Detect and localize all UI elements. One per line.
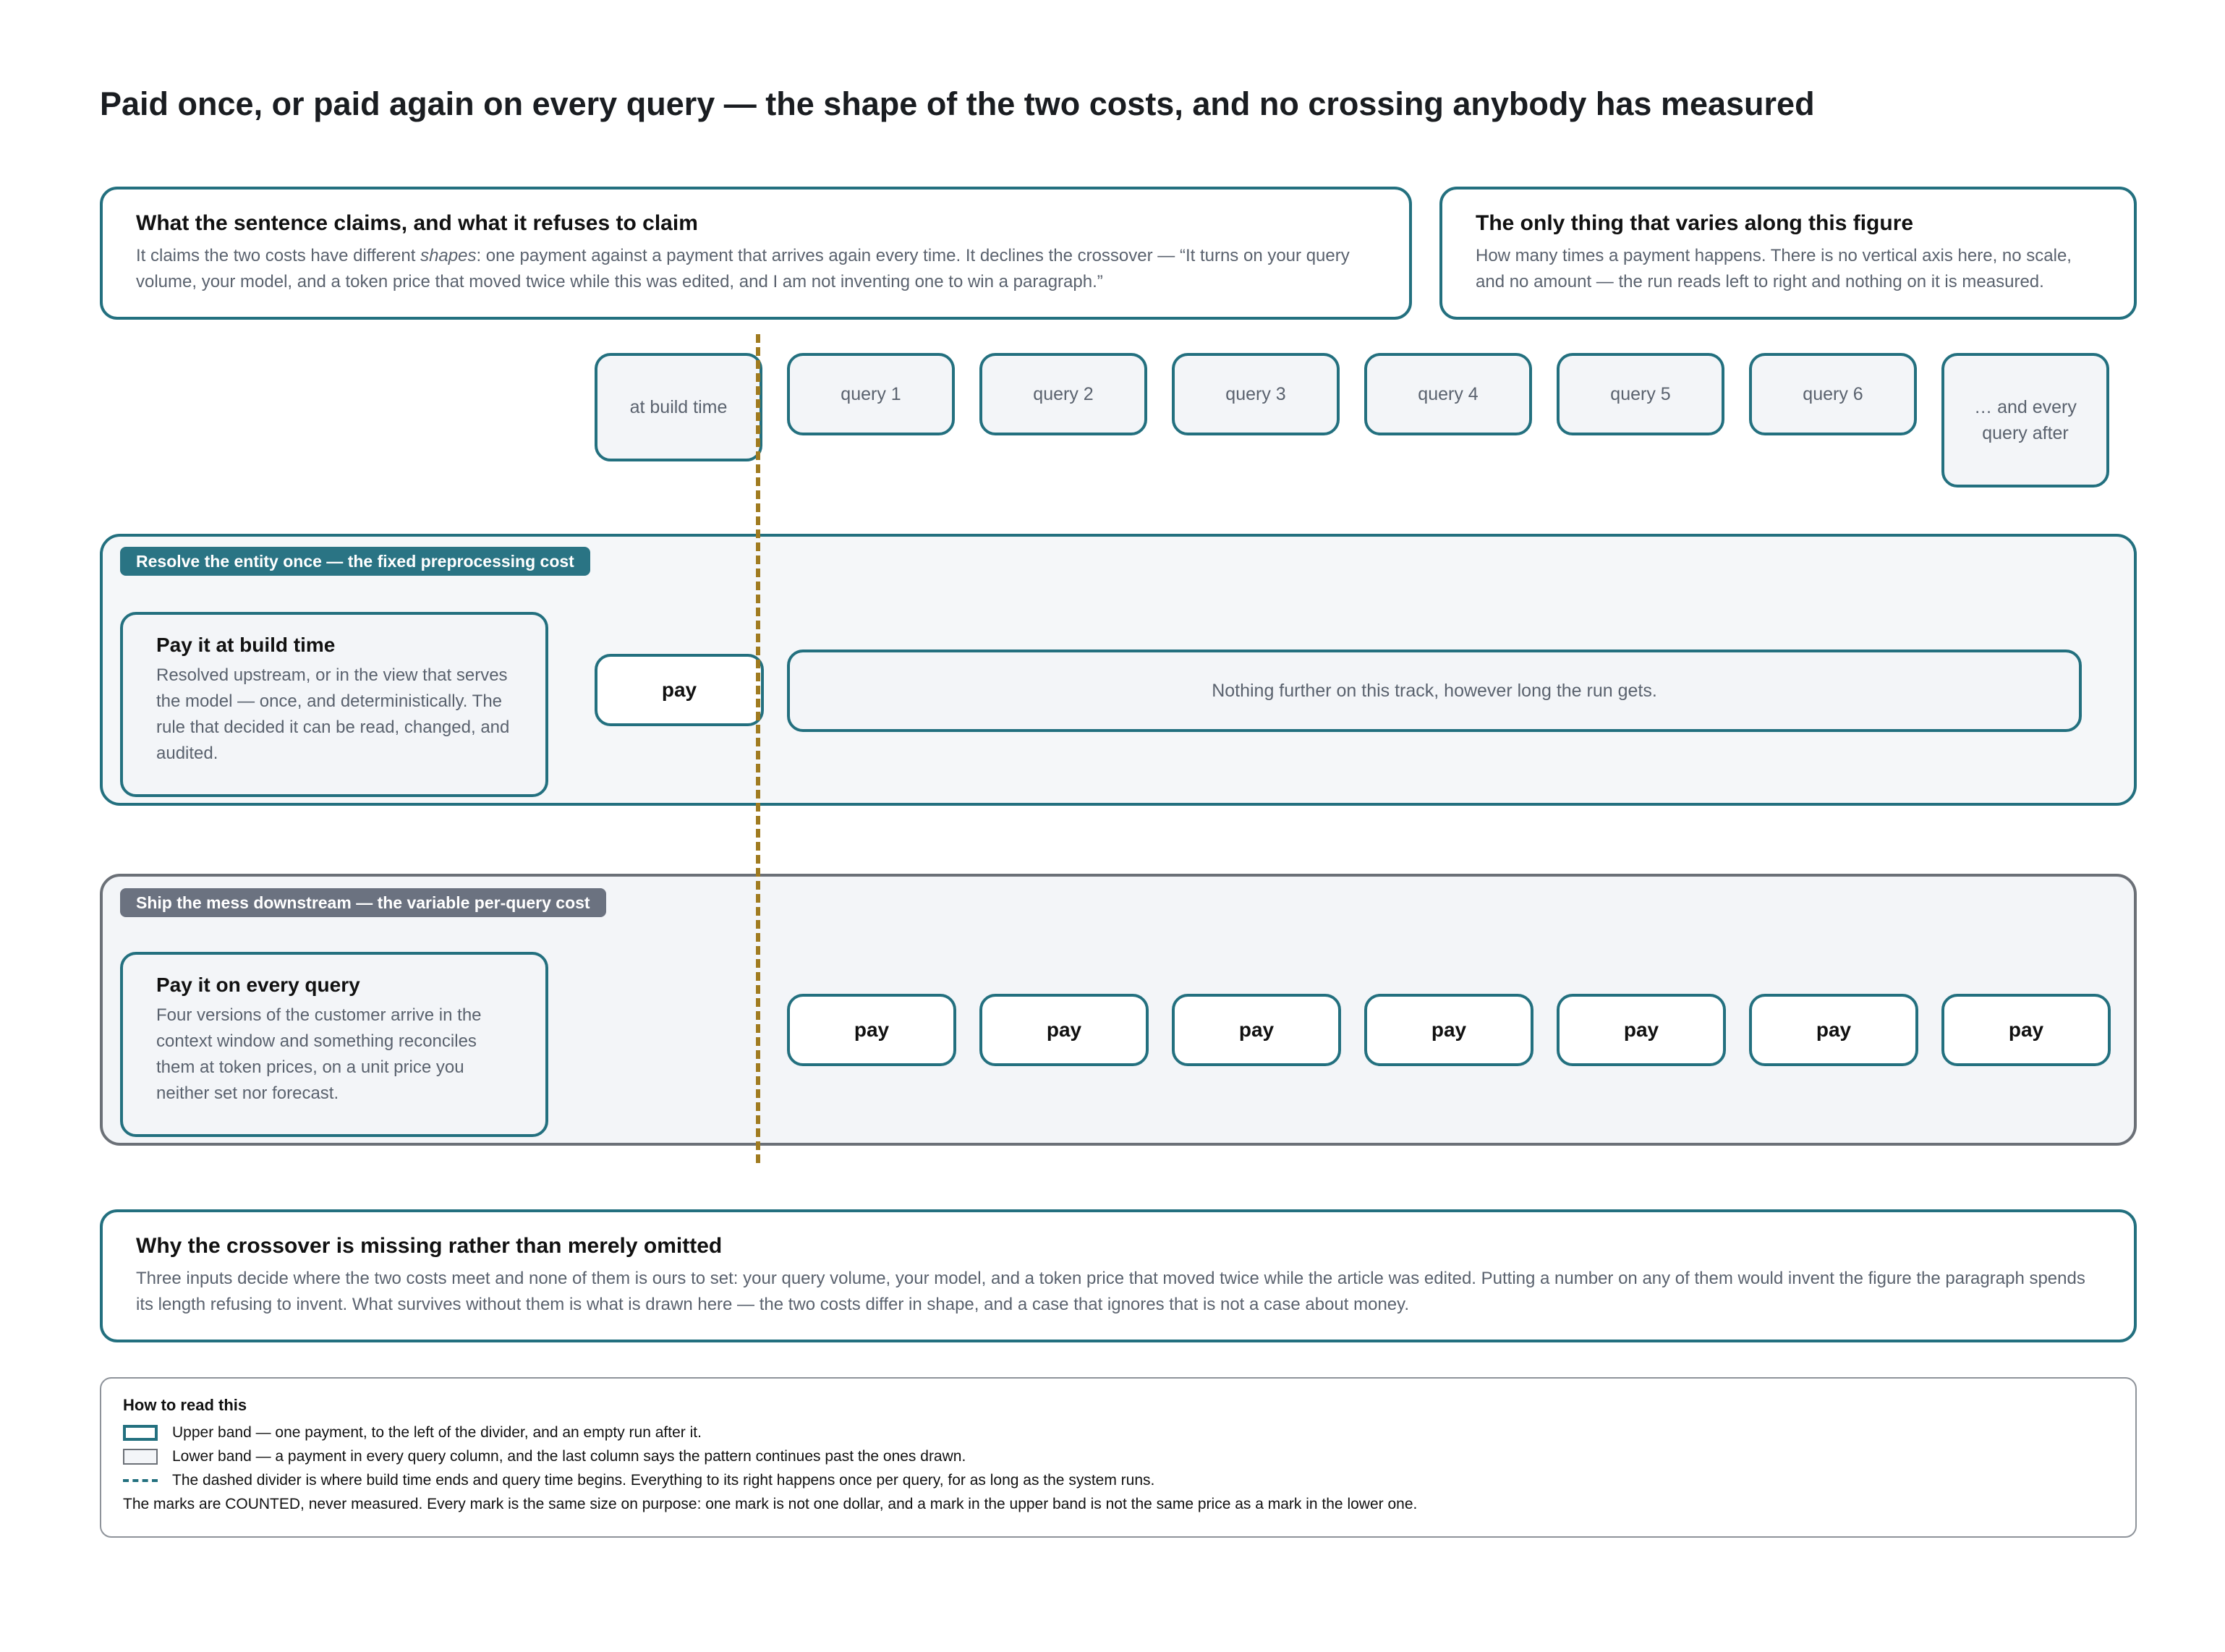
column-header-query: query 3 <box>1172 353 1340 435</box>
empty-run-note: Nothing further on this track, however long the run gets. <box>787 650 2082 732</box>
legend-swatch-lower <box>123 1449 158 1465</box>
column-header-query: query 2 <box>979 353 1147 435</box>
column-header-query: query 5 <box>1557 353 1724 435</box>
pay-mark-query: pay <box>1941 994 2111 1066</box>
legend-heading: How to read this <box>123 1396 247 1414</box>
legend-note: The marks are COUNTED, never measured. Every mark is the same size on purpose: one mark is not one dollar, and a mark in the upper band is not the same price as a mark in the lower one. <box>123 1495 1418 1512</box>
pay-mark-query: pay <box>1557 994 1726 1066</box>
varies-card-heading: The only thing that varies along this figure <box>1476 211 1914 235</box>
claims-card-body: It claims the two costs have different shapes: one payment against a payment that arrives again every time. It declines the crossover — “It turns on your query volume, your model, and a token price that moved twice while this was edited, and I am not inventing one to win a paragraph.” <box>136 246 1350 291</box>
lower-band-tag: Ship the mess downstream — the variable per-query cost <box>120 888 606 917</box>
column-header-build: at build time <box>595 353 762 461</box>
lower-band-heading: Pay it on every query <box>156 974 360 996</box>
pay-mark-query: pay <box>1364 994 1533 1066</box>
pay-mark-query: pay <box>787 994 956 1066</box>
page-title: Paid once, or paid again on every query — the shape of the two costs, and no crossing anybody has measured <box>100 85 1815 122</box>
claims-card <box>100 187 1412 320</box>
legend-row-divider <box>123 1468 2114 1492</box>
legend-text-lower: Lower band — a payment in every query column, and the last column says the pattern continues past the ones drawn. <box>172 1447 966 1465</box>
upper-band-body: Resolved upstream, or in the view that serves the model — once, and deterministically. The rule that decided it can be read, changed, and audited. <box>156 665 510 763</box>
legend-row-upper <box>123 1421 2114 1444</box>
column-header-query: query 4 <box>1364 353 1532 435</box>
lower-band-body: Four versions of the customer arrive in the context window and something reconciles them at token prices, on a unit price you neither set nor forecast. <box>156 1005 482 1103</box>
pay-mark-query: pay <box>979 994 1149 1066</box>
crossover-card-heading: Why the crossover is missing rather than merely omitted <box>136 1234 723 1258</box>
pay-mark-build: pay <box>595 654 764 726</box>
legend-text-upper: Upper band — one payment, to the left of the divider, and an empty run after it. <box>172 1423 702 1441</box>
upper-band-tag: Resolve the entity once — the fixed preprocessing cost <box>120 547 590 576</box>
claims-card-heading: What the sentence claims, and what it refuses to claim <box>136 211 698 235</box>
legend-swatch-upper <box>123 1425 158 1441</box>
legend-text-divider: The dashed divider is where build time ends and query time begins. Everything to its right happens once per query, for as long as the system runs. <box>172 1471 1155 1489</box>
upper-band-heading: Pay it at build time <box>156 634 336 656</box>
upper-band-description <box>120 612 548 797</box>
varies-card-body: How many times a payment happens. There is no vertical axis here, no scale, and no amount — the run reads left to right and nothing on it is measured. <box>1476 246 2072 291</box>
column-header-query: query 1 <box>787 353 955 435</box>
pay-mark-query: pay <box>1749 994 1918 1066</box>
varies-card <box>1439 187 2137 320</box>
column-header-every-query-after: … and every query after <box>1941 353 2109 487</box>
pay-mark-query: pay <box>1172 994 1341 1066</box>
legend-swatch-divider <box>123 1479 158 1482</box>
lower-band-description <box>120 952 548 1137</box>
build-query-divider <box>756 334 760 1163</box>
legend-row-lower <box>123 1444 2114 1468</box>
crossover-card-body: Three inputs decide where the two costs meet and none of them is ours to set: your query volume, your model, and a token price that moved twice while the article was edited. Putting a number on any of them would invent the figure the paragraph spends its length refusing to invent. What survives without them is what is drawn here — the two costs differ in shape, and a case that ignores that is not a case about money. <box>136 1269 2085 1314</box>
column-header-query: query 6 <box>1749 353 1917 435</box>
crossover-card <box>100 1209 2137 1342</box>
legend <box>100 1377 2137 1538</box>
